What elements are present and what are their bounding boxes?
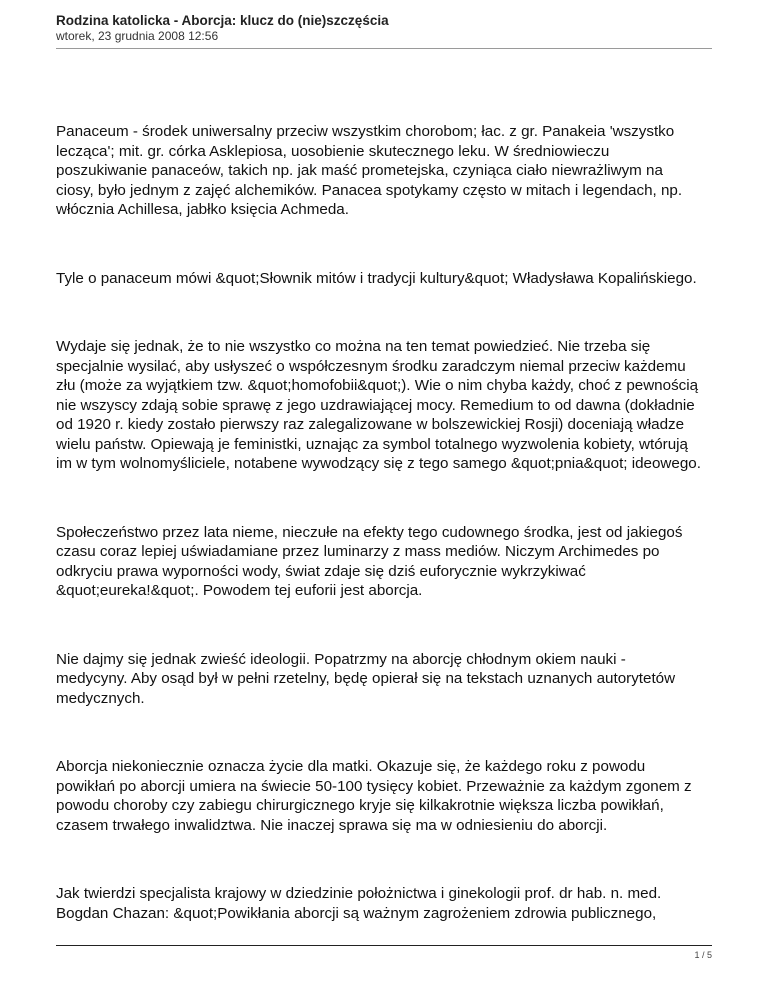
paragraph-line: Panaceum - środek uniwersalny przeciw wszystkim chorobom; łac. z gr. Panakeia 'wszystko [56,123,675,140]
page-number: 1 / 5 [694,950,712,960]
paragraph-line: Tyle o panaceum mówi &quot;Słownik mitów i tradycji kultury&quot; Władysława Kopalińskiego. [56,269,697,287]
paragraph-line: medycyny. Aby osąd był w pełni rzetelny, będę opierał się na tekstach uznanych autorytetów [56,670,676,687]
paragraph-line: złu (może za wyjątkiem tzw. &quot;homofobii&quot;). Wie o nim chyba każdy, choć z pewnością [56,377,699,394]
paragraph [56,269,716,289]
paragraph [56,122,716,220]
paragraph [56,757,716,835]
paragraph-line: lecząca'; mit. gr. córka Asklepiosa, uosobienie skutecznego leku. W średniowieczu [56,142,610,160]
paragraph [56,650,716,709]
paragraph-line: włócznia Achillesa, jabłko księcia Achmeda. [56,201,349,218]
paragraph-line: odkryciu prawa wyporności wody, świat zdaje się dziś euforycznie wykrzykiwać [56,562,586,580]
paragraph-line: Wydaje się jednak, że to nie wszystko co można na ten temat powiedzieć. Nie trzeba się [56,338,651,355]
paragraph-line: czasu coraz lepiej uświadamiane przez luminarzy z mass mediów. Niczym Archimedes po [56,543,660,560]
article-body [56,122,716,923]
header-divider [56,48,712,49]
paragraph-line: Aborcja niekoniecznie oznacza życie dla matki. Okazuje się, że każdego roku z powodu [56,758,646,775]
paragraph-line: medycznych. [56,689,145,707]
paragraph-line: od 1920 r. kiedy zostało pierwszy raz zalegalizowane w bolszewickiej Rosji) doceniają władze [56,416,685,433]
paragraph-line: nie wszyscy zdają sobie sprawę z jego uzdrawiającej mocy. Remedium to od dawna (dokładnie [56,396,695,414]
paragraph-line: &quot;eureka!&quot;. Powodem tej euforii jest aborcja. [56,582,423,599]
paragraph-line: Społeczeństwo przez lata nieme, nieczułe na efekty tego cudownego środka, jest od jakiegoś [56,523,683,541]
paragraph [56,884,716,923]
document-title: Rodzina katolicka - Aborcja: klucz do (nie)szczęścia [56,13,389,28]
paragraph-line: Jak twierdzi specjalista krajowy w dziedzinie położnictwa i ginekologii prof. dr hab. n. med. [56,885,662,902]
document-date: wtorek, 23 grudnia 2008 12:56 [56,29,219,43]
footer-divider [56,945,712,946]
paragraph-line: powodu choroby czy zabiegu chirurgicznego kryje się kilkakrotnie większa liczba powikłań, [56,797,664,814]
paragraph-line: Nie dajmy się jednak zwieść ideologii. Popatrzmy na aborcję chłodnym okiem nauki - [56,650,626,668]
paragraph-line: powikłań po aborcji umiera na świecie 50-100 tysięcy kobiet. Przeważnie za każdym zgonem z [56,777,692,795]
paragraph [56,337,716,474]
paragraph-line: wielu państw. Opiewają je feministki, uznając za symbol totalnego wyzwolenia kobiety, wtórują [56,435,688,453]
paragraph-line: im w tym wolnomyśliciele, notabene wywodzący się z tego samego &quot;pnia&quot; ideowego. [56,455,701,472]
paragraph-line: ciosy, było jednym z zajęć alchemików. Panacea spotykamy często w mitach i legendach, np. [56,181,683,199]
paragraph [56,523,716,601]
paragraph-line: Bogdan Chazan: &quot;Powikłania aborcji są ważnym zagrożeniem zdrowia publicznego, [56,904,657,922]
paragraph-line: poszukiwanie panaceów, takich np. jak maść prometejska, czyniąca ciało niewrażliwym na [56,162,663,179]
paragraph-line: specjalnie wysilać, aby usłyszeć o współczesnym środku zaradczym niemal przeciw każdemu [56,357,686,375]
document-header [56,13,712,44]
paragraph-line: czasem trwałego inwalidztwa. Nie inaczej sprawa się ma w odniesieniu do aborcji. [56,816,608,834]
